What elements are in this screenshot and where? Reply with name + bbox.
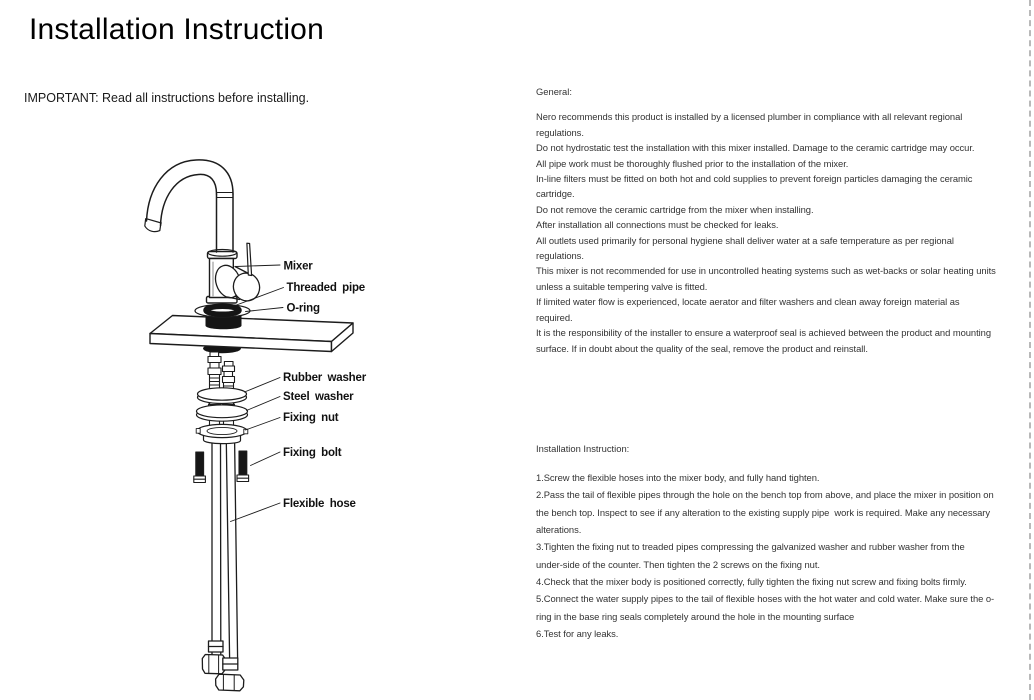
- text-line: Do not hydrostatic test the installation with this mixer installed. Damage to the ceramic cartridge may occur.: [536, 142, 975, 154]
- text-line: ring in the base ring seals completely around the hole in the mounting surface: [536, 610, 855, 622]
- text-line: In-line filters must be fitted on both hot and cold supplies to prevent foreign particles damaging the ceramic: [536, 173, 973, 185]
- label-steel-washer: Steel washer: [283, 391, 354, 403]
- text-line: 3.Tighten the fixing nut to treaded pipes compressing the galvanized washer and rubber washer from the: [536, 541, 965, 553]
- text-line: 2.Pass the tail of flexible pipes through the hole on the bench top from above, and place the mixer in position on: [536, 489, 994, 501]
- bench-top: [150, 316, 353, 352]
- text-line: alterations.: [536, 523, 582, 535]
- installation-heading: Installation Instruction:: [536, 443, 630, 454]
- text-line: under-side of the counter. Then tighten the 2 screws on the fixing nut.: [536, 558, 820, 570]
- text-line: required.: [536, 311, 573, 323]
- leader-mixer: [236, 265, 280, 267]
- text-line: 5.Connect the water supply pipes to the tail of flexible hoses with the hot water and cold water. Make sure the o-: [536, 593, 995, 605]
- general-text: [536, 109, 1028, 356]
- leader-fixing-bolt: [251, 452, 281, 466]
- general-heading: General:: [536, 86, 572, 97]
- text-line: 6.Test for any leaks.: [536, 627, 619, 639]
- page-title: Installation Instruction: [29, 13, 324, 46]
- washers: [196, 388, 248, 444]
- installation-section: [536, 441, 1028, 642]
- leader-o-ring: [246, 308, 284, 312]
- text-line: Nero recommends this product is installed by a licensed plumber in compliance with all relevant regional: [536, 111, 963, 123]
- text-line: If limited water flow is experienced, locate aerator and filter washers and clean away foreign material as: [536, 296, 960, 308]
- text-line: regulations.: [536, 250, 584, 262]
- text-line: After installation all connections must be checked for leaks.: [536, 219, 779, 231]
- important-note: IMPORTANT: Read all instructions before installing.: [24, 91, 310, 105]
- leader-flexible-hose: [231, 503, 281, 522]
- label-fixing-nut: Fixing nut: [283, 412, 339, 424]
- text-line: Do not remove the ceramic cartridge from the mixer when installing.: [536, 203, 814, 215]
- text-line: 4.Check that the mixer body is positioned correctly, fully tighten the fixing nut screw and fixing bolts firmly.: [536, 575, 967, 587]
- label-o-ring: O-ring: [286, 302, 320, 315]
- part-labels: [283, 261, 367, 511]
- page-edge-dashed-line: [1029, 0, 1031, 700]
- text-line: surface. If in doubt about the quality of the seal, remove the product and reinstall.: [536, 342, 868, 354]
- label-fixing-bolt: Fixing bolt: [283, 447, 342, 459]
- label-flexible-hose: Flexible hose: [283, 498, 356, 510]
- text-line: regulations.: [536, 126, 584, 138]
- text-line: unless a suitable tempering valve is fitted.: [536, 280, 708, 292]
- text-line: This mixer is not recommended for use in uncontrolled heating systems such as wet-backs or solar heating units: [536, 265, 996, 277]
- leader-steel-washer: [247, 397, 281, 411]
- label-rubber-washer: Rubber washer: [283, 372, 366, 384]
- label-mixer: Mixer: [283, 260, 313, 273]
- text-line: cartridge.: [536, 188, 575, 200]
- text-line: the bench top. Inspect to see if any alteration to the existing supply pipe work is required. Make any necessary: [536, 506, 990, 518]
- general-section: [536, 84, 1028, 356]
- text-line: 1.Screw the flexible hoses into the mixer body, and fully hand tighten.: [536, 471, 820, 483]
- leader-fixing-nut: [246, 418, 281, 431]
- text-line: All outlets used primarily for personal hygiene shall deliver water at a safe temperature as per regional: [536, 234, 954, 246]
- handle-lever: [247, 243, 252, 275]
- installation-steps: [536, 469, 1028, 642]
- text-line: All pipe work must be thoroughly flushed prior to the installation of the mixer.: [536, 157, 849, 169]
- label-threaded-pipe: Threaded pipe: [286, 282, 365, 294]
- faucet-spout: [145, 160, 233, 252]
- text-line: It is the responsibility of the installer to ensure a waterproof seal is achieved between the product and mounting: [536, 327, 991, 339]
- leader-rubber-washer: [245, 378, 281, 393]
